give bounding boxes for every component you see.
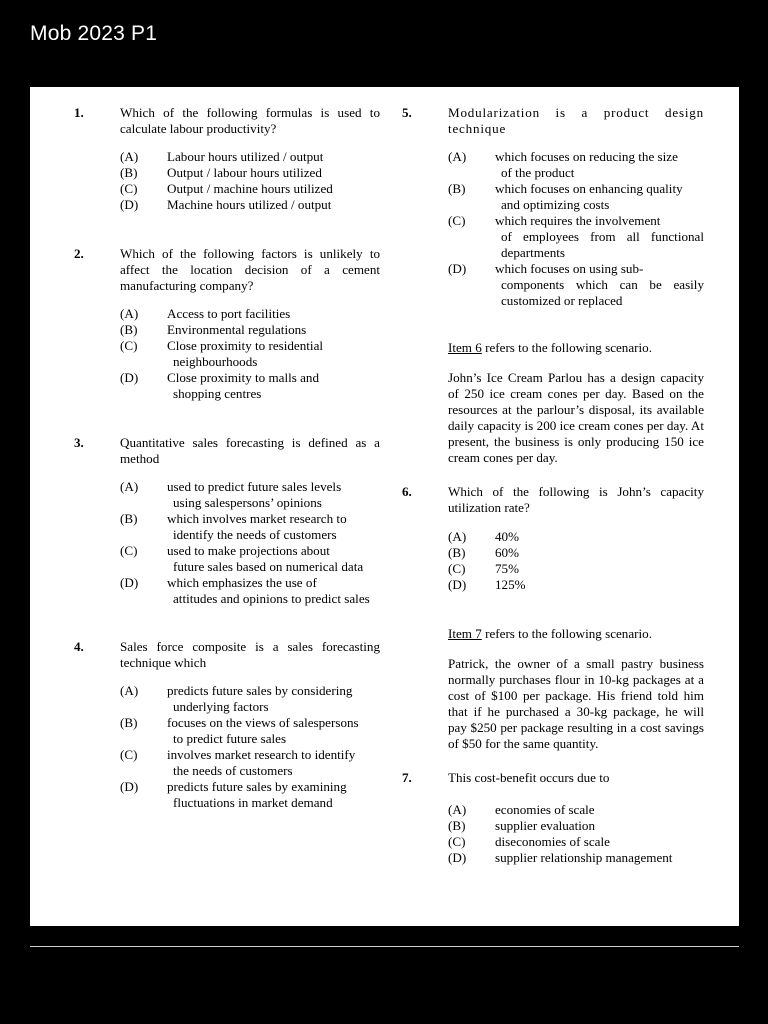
option-text-cont: and optimizing costs xyxy=(501,197,610,212)
option-d xyxy=(448,577,704,593)
option-label: (B) xyxy=(120,511,138,526)
option-text-cont: attitudes and opinions to predict sales xyxy=(173,591,370,606)
divider-line xyxy=(30,946,739,947)
option-c xyxy=(120,338,380,370)
question-text: Modularization is a product design technique xyxy=(448,105,704,136)
question-text: This cost-benefit occurs due to xyxy=(448,770,610,785)
option-text: Output / labour hours utilized xyxy=(167,165,322,180)
question-number: 5. xyxy=(402,105,412,120)
item-7-link: Item 7 xyxy=(448,626,482,641)
question-text: Which of the following factors is unlikely to affect the location decision of a cement manufacturing company? xyxy=(120,246,380,293)
option-text: diseconomies of scale xyxy=(495,834,610,849)
option-text: which involves market research to xyxy=(167,511,347,526)
option-label: (C) xyxy=(120,181,138,196)
option-label: (A) xyxy=(448,802,467,817)
option-c xyxy=(448,834,704,850)
question-6 xyxy=(402,484,704,593)
option-text-cont: to predict future sales xyxy=(173,731,287,746)
question-text: Which of the following formulas is used to calculate labour productivity? xyxy=(120,105,380,136)
option-text: 75% xyxy=(495,561,520,576)
question-text: Sales force composite is a sales forecasting technique which xyxy=(120,639,380,670)
option-label: (A) xyxy=(120,149,139,164)
option-text: economies of scale xyxy=(495,802,595,817)
option-label: (A) xyxy=(448,529,467,544)
option-text: which focuses on enhancing quality xyxy=(495,181,683,196)
option-text-cont: of the product xyxy=(501,165,575,180)
option-text: used to predict future sales levels xyxy=(167,479,342,494)
option-label: (A) xyxy=(120,479,139,494)
option-text: supplier evaluation xyxy=(495,818,595,833)
options-list xyxy=(120,306,380,402)
option-a xyxy=(448,802,704,818)
item-7-ref-text: refers to the following scenario. xyxy=(481,626,652,641)
option-label: (C) xyxy=(448,213,466,228)
question-number: 1. xyxy=(74,105,84,120)
question-1 xyxy=(74,105,380,213)
option-b xyxy=(120,715,380,747)
option-label: (D) xyxy=(120,575,139,590)
option-text: 40% xyxy=(495,529,520,544)
option-text: Labour hours utilized / output xyxy=(167,149,324,164)
option-c xyxy=(120,747,380,779)
option-label: (A) xyxy=(120,306,139,321)
options-list xyxy=(448,802,704,866)
option-c xyxy=(448,561,704,577)
options-list xyxy=(120,683,380,811)
option-label: (C) xyxy=(120,543,138,558)
options-list xyxy=(120,149,380,213)
option-text: which emphasizes the use of xyxy=(167,575,317,590)
option-d xyxy=(120,197,380,213)
option-label: (B) xyxy=(120,165,138,180)
question-7 xyxy=(402,770,704,866)
option-text-cont: components which can be easily customized or replaced xyxy=(501,277,704,308)
question-number: 2. xyxy=(74,246,84,261)
option-text: Machine hours utilized / output xyxy=(167,197,332,212)
item-6-reference xyxy=(448,340,704,356)
option-text: Close proximity to residential xyxy=(167,338,324,353)
option-a xyxy=(448,529,704,545)
option-b xyxy=(120,511,380,543)
option-label: (D) xyxy=(120,197,139,212)
option-c xyxy=(448,213,704,261)
options-list xyxy=(448,149,704,309)
option-text: Environmental regulations xyxy=(167,322,307,337)
item-6-scenario: John’s Ice Cream Parlou has a design capacity of 250 ice cream cones per day. Based on the resources at the parlour’s disposal, its available daily capacity is 200 ice cream cones per day. At present, the business is only producing 150 ice cream cones per day. xyxy=(448,370,704,465)
question-2 xyxy=(74,246,380,402)
option-text: 60% xyxy=(495,545,520,560)
option-text-cont: fluctuations in market demand xyxy=(173,795,333,810)
option-label: (C) xyxy=(448,561,466,576)
item-6-link: Item 6 xyxy=(448,340,482,355)
right-column xyxy=(402,105,704,866)
option-d xyxy=(448,850,704,866)
option-label: (D) xyxy=(120,370,139,385)
option-label: (C) xyxy=(120,338,138,353)
option-text-cont: neighbourhoods xyxy=(173,354,258,369)
option-text: predicts future sales by considering xyxy=(167,683,353,698)
option-label: (C) xyxy=(448,834,466,849)
option-d xyxy=(448,261,704,309)
option-a xyxy=(448,149,704,181)
option-label: (D) xyxy=(448,850,467,865)
option-text-cont: future sales based on numerical data xyxy=(173,559,364,574)
option-b xyxy=(120,165,380,181)
option-label: (D) xyxy=(120,779,139,794)
option-text: which focuses on reducing the size xyxy=(495,149,678,164)
option-text: involves market research to identify xyxy=(167,747,356,762)
option-label: (A) xyxy=(120,683,139,698)
option-b xyxy=(448,545,704,561)
exam-page xyxy=(30,87,739,926)
option-d xyxy=(120,575,380,607)
option-text: 125% xyxy=(495,577,526,592)
option-text: which focuses on using sub- xyxy=(495,261,644,276)
option-a xyxy=(120,306,380,322)
option-text-cont: using salespersons’ opinions xyxy=(173,495,322,510)
option-d xyxy=(120,779,380,811)
question-4 xyxy=(74,639,380,811)
question-number: 7. xyxy=(402,770,412,785)
option-text: focuses on the views of salespersons xyxy=(167,715,359,730)
option-text: Access to port facilities xyxy=(167,306,291,321)
option-text: supplier relationship management xyxy=(495,850,673,865)
option-a xyxy=(120,479,380,511)
option-text-cont: underlying factors xyxy=(173,699,269,714)
option-text-cont: identify the needs of customers xyxy=(173,527,337,542)
question-text: Which of the following is John’s capacity utilization rate? xyxy=(448,484,704,515)
option-b xyxy=(448,818,704,834)
option-text: predicts future sales by examining xyxy=(167,779,347,794)
option-c xyxy=(120,543,380,575)
option-label: (B) xyxy=(120,715,138,730)
item-7-scenario: Patrick, the owner of a small pastry business normally purchases flour in 10-kg packages at a cost of $100 per package. His friend told him that if he purchased a 30-kg package, he will pay $250 per package resulting in a cost savings of $50 for the same quantity. xyxy=(448,656,704,751)
option-label: (D) xyxy=(448,261,467,276)
option-text: Output / machine hours utilized xyxy=(167,181,333,196)
item-6-ref-text: refers to the following scenario. xyxy=(481,340,652,355)
question-number: 4. xyxy=(74,639,84,654)
option-b xyxy=(448,181,704,213)
question-number: 3. xyxy=(74,435,84,450)
option-a xyxy=(120,683,380,715)
option-label: (B) xyxy=(448,181,466,196)
option-text-cont: the needs of customers xyxy=(173,763,293,778)
options-list xyxy=(120,479,380,607)
option-label: (C) xyxy=(120,747,138,762)
option-a xyxy=(120,149,380,165)
option-label: (D) xyxy=(448,577,467,592)
option-text: used to make projections about xyxy=(167,543,330,558)
item-7-reference xyxy=(448,626,704,642)
option-label: (B) xyxy=(448,818,466,833)
option-label: (B) xyxy=(120,322,138,337)
question-3 xyxy=(74,435,380,607)
option-d xyxy=(120,370,380,402)
option-label: (B) xyxy=(448,545,466,560)
option-c xyxy=(120,181,380,197)
option-b xyxy=(120,322,380,338)
option-text: Close proximity to malls and xyxy=(167,370,320,385)
question-number: 6. xyxy=(402,484,412,499)
option-label: (A) xyxy=(448,149,467,164)
option-text: which requires the involvement xyxy=(495,213,661,228)
question-text: Quantitative sales forecasting is defined as a method xyxy=(120,435,380,466)
question-5 xyxy=(402,105,704,309)
options-list xyxy=(448,529,704,593)
option-text-cont: shopping centres xyxy=(173,386,262,401)
left-column xyxy=(74,105,380,811)
option-text-cont: of employees from all functional departments xyxy=(501,229,704,260)
screen-title: Mob 2023 P1 xyxy=(30,22,158,45)
